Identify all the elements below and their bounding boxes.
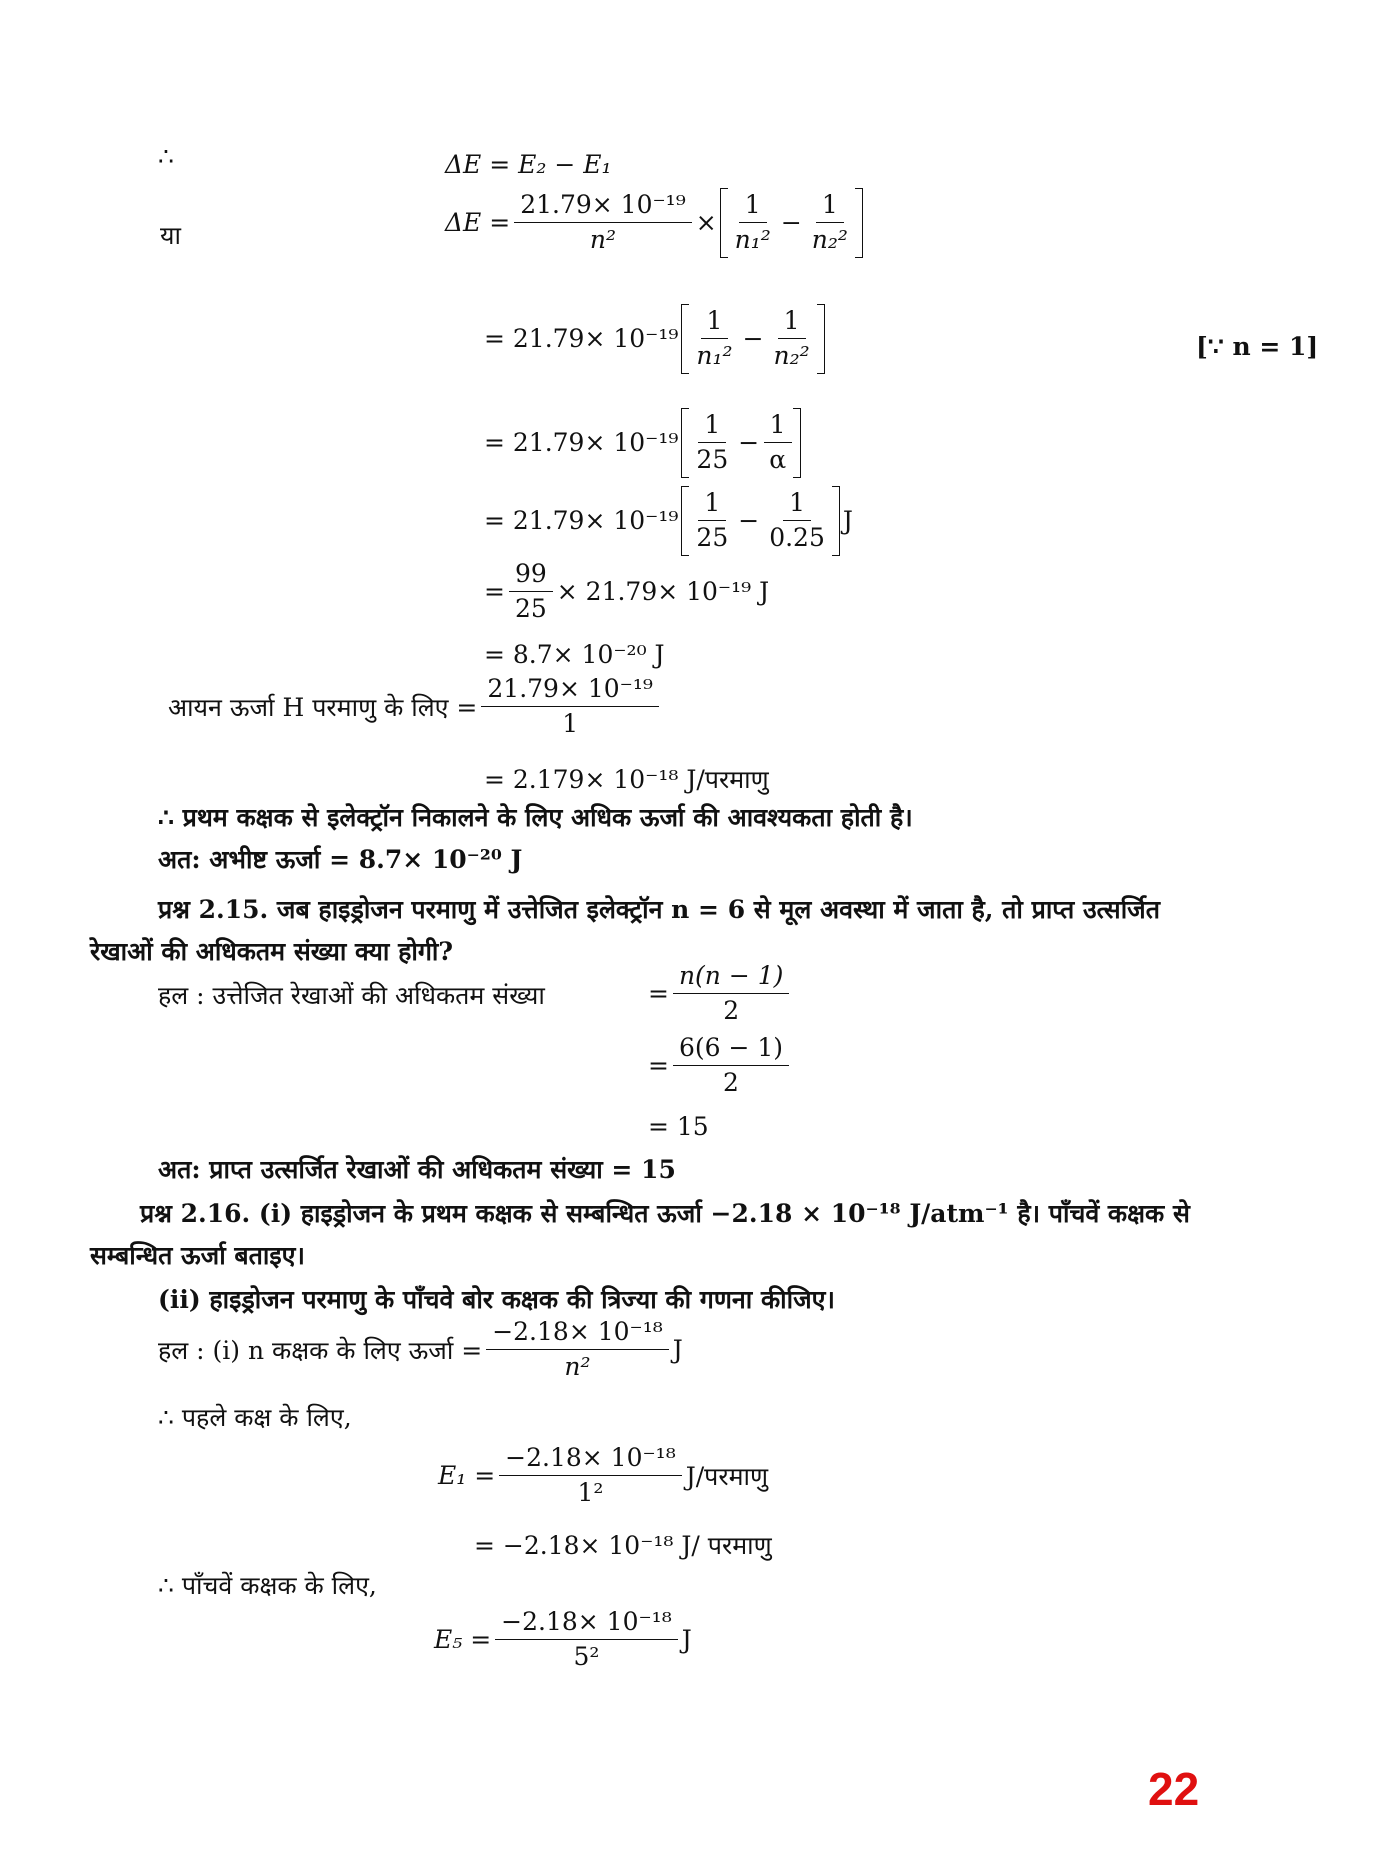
bracket-group: $\frac{1}{\text{n₁²}}$ − $\frac{1}{\text{n₂²}}$ [720, 188, 863, 258]
fifth-orbit-label: ∴ पाँचवें कक्षक के लिए, [158, 1571, 377, 1600]
e5-equation: E₅ = $\frac{\text{−2.18× 10⁻¹⁸}}{\text{5²}}$ J [434, 1607, 692, 1671]
solution-2-15-conclusion: अत: प्राप्त उत्सर्जित रेखाओं की अधिकतम संख्या = 15 [158, 1155, 676, 1184]
frac-one: 1 [739, 191, 767, 223]
solution-2-15-step-2: = $\frac{6(6 - 1)}{2}$ [648, 1034, 793, 1098]
question-2-16-line-1: प्रश्न 2.16. (i) हाइड्रोजन के प्रथम कक्षक से सम्बन्धित ऊर्जा −2.18 × 10⁻¹⁸ J/atm⁻¹ है। पाँचवें कक्षक से [140, 1199, 1190, 1228]
e1-equation: E₁ = $\frac{\text{−2.18× 10⁻¹⁸}}{\text{1²}}$ J/परमाणु [438, 1443, 769, 1507]
frac-n1sq: n₁² [734, 224, 771, 254]
bracket-group: $\frac{1}{\text{n₁²}}$ − $\frac{1}{\text{n₂²}}$ [681, 304, 824, 374]
line3-prefix: = 21.79× 10⁻¹⁹ [484, 324, 679, 354]
fraction-numerator: 21.79× 10⁻¹⁹ [514, 191, 692, 223]
conclusion-1: ∴ प्रथम कक्षक से इलेक्ट्रॉन निकालने के लिए अधिक ऊर्जा की आवश्यकता होती है। [158, 803, 913, 832]
therefore-symbol: ∴ [158, 142, 174, 171]
ion-energy-label: आयन ऊर्जा H परमाणु के लिए = [168, 692, 478, 722]
question-2-15-line-2: रेखाओं की अधिकतम संख्या क्या होगी? [90, 937, 454, 966]
fraction-main [514, 191, 692, 255]
bracket-group: $\frac{1}{25}$ − $\frac{1}{\alpha}$ [681, 408, 801, 478]
ion-energy-line: आयन ऊर्जा H परमाणु के लिए = $\frac{\text{21.79× 10⁻¹⁹}}{1}$ [168, 675, 663, 739]
solution-2-15-step-1: = $\frac{n(n - 1)}{2}$ [648, 962, 793, 1026]
equation-line-5: = 21.79× 10⁻¹⁹ $\frac{1}{25}$ − $\frac{1}{0.25}$ J [484, 486, 853, 556]
or-label: या [160, 221, 181, 250]
times-symbol: × [695, 208, 717, 238]
e1-result: = −2.18× 10⁻¹⁸ J/ परमाणु [474, 1531, 772, 1560]
equation-line-4: = 21.79× 10⁻¹⁹ $\frac{1}{25}$ − $\frac{1}{\alpha}$ [484, 408, 804, 478]
fraction-denominator: n² [589, 224, 617, 254]
equation-line-2 [445, 188, 866, 258]
question-2-16-line-2: सम्बन्धित ऊर्जा बताइए। [90, 1241, 305, 1270]
equation-line-3 [484, 304, 828, 374]
page-number: 22 [1148, 1763, 1200, 1815]
equation-line-6: = $\frac{99}{25}$ × 21.79× 10⁻¹⁹ J [484, 559, 770, 623]
solution-2-15-result: = 15 [648, 1112, 709, 1141]
solution-2-15-label: हल : उत्तेजित रेखाओं की अधिकतम संख्या [158, 981, 545, 1010]
equation-line-7: = 8.7× 10⁻²⁰ J [484, 640, 665, 669]
first-orbit-label: ∴ पहले कक्ष के लिए, [158, 1403, 352, 1432]
side-note: [∵ n = 1] [1196, 332, 1319, 361]
question-2-16-part-ii: (ii) हाइड्रोजन परमाणु के पाँचवे बोर कक्षक की त्रिज्या की गणना कीजिए। [158, 1285, 835, 1314]
equation-delta-e: ΔE = E₂ − E₁ [445, 150, 612, 179]
frac-one: 1 [816, 191, 844, 223]
bracket-group: $\frac{1}{25}$ − $\frac{1}{0.25}$ [681, 486, 839, 556]
unit-j: J [842, 506, 853, 536]
question-2-15-line-1: प्रश्न 2.15. जब हाइड्रोजन परमाणु में उत्तेजित इलेक्ट्रॉन n = 6 से मूल अवस्था में जाता है, तो प्राप्त उत्सर्जित [158, 895, 1160, 924]
ion-energy-result: = 2.179× 10⁻¹⁸ J/परमाणु [484, 765, 769, 794]
delta-e-lhs: ΔE = [445, 208, 511, 238]
conclusion-2: अत: अभीष्ट ऊर्जा = 8.7× 10⁻²⁰ J [158, 845, 523, 874]
solution-2-16-line-1: हल : (i) n कक्षक के लिए ऊर्जा = $\frac{\text{−2.18× 10⁻¹⁸}}{\text{n²}}$ J [158, 1317, 683, 1381]
frac-n2sq: n₂² [811, 224, 848, 254]
solution-2-16-label: हल : (i) n कक्षक के लिए ऊर्जा = [158, 1335, 483, 1365]
